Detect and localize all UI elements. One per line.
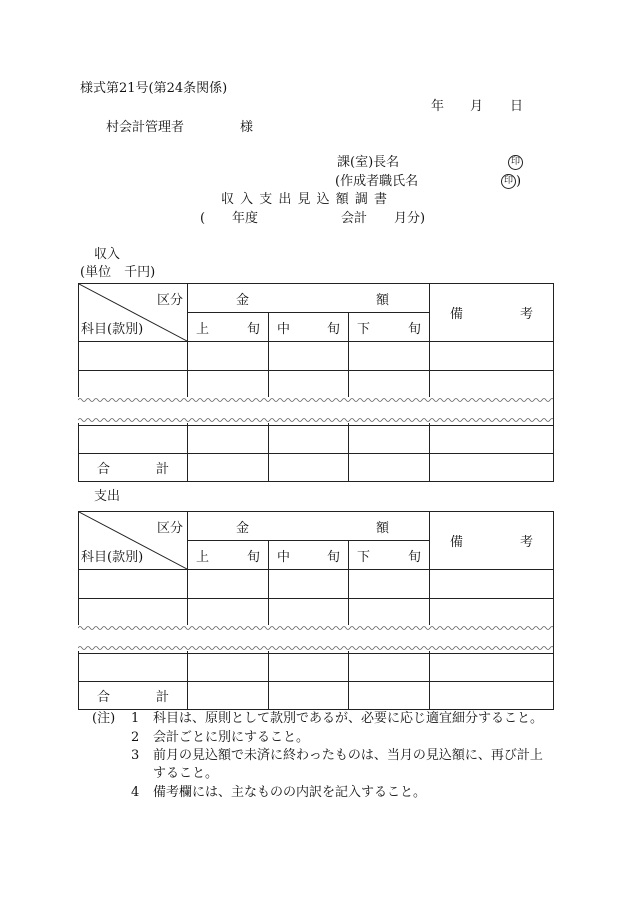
note-number: 2	[131, 730, 140, 745]
income-table	[78, 283, 554, 482]
period-early: 上 旬	[188, 541, 269, 570]
note-text: 備考欄には、主なものの内訳を記入すること。	[153, 785, 427, 800]
amount-header: 金 額	[188, 512, 430, 541]
division-label: 区分	[156, 293, 183, 308]
table-row	[79, 570, 554, 599]
note-number: 4	[131, 785, 140, 800]
remarks-header: 備 考	[430, 284, 554, 342]
total-label: 合 計	[79, 682, 188, 710]
note-number: 1	[131, 711, 140, 726]
header-diagonal-cell	[79, 284, 188, 342]
table-row	[79, 654, 554, 682]
seal-icon: 印	[508, 155, 523, 170]
note-number: 3	[131, 748, 140, 763]
section-chief-label: 課(室)長名	[337, 155, 400, 170]
total-row	[79, 454, 554, 482]
table-row	[79, 371, 554, 400]
total-row	[79, 682, 554, 710]
period-early: 上 旬	[188, 313, 269, 342]
note-text-continued: すること。	[153, 766, 219, 781]
addressee-name: 村会計管理者	[106, 120, 185, 135]
date-month: 月	[470, 99, 484, 114]
subject-label: 科目(款別)	[81, 550, 144, 565]
subtitle-year: 年度	[232, 211, 259, 226]
table-row	[79, 342, 554, 371]
note-text: 会計ごとに別にすること。	[153, 730, 310, 745]
expenditure-table	[78, 511, 554, 710]
preparer-label: (作成者職氏名	[335, 174, 419, 189]
preparer-close: )	[516, 174, 522, 189]
date-day: 日	[510, 99, 524, 114]
division-label: 区分	[156, 521, 183, 536]
document-title: 収 入 支 出 見 込 額 調 書	[221, 192, 389, 207]
unit-label: (単位 千円)	[80, 265, 156, 280]
table-break	[78, 397, 553, 423]
form-number: 様式第21号(第24条関係)	[80, 81, 228, 96]
note-text: 前月の見込額で未済に終わったものは、当月の見込額に、再び計上	[153, 748, 543, 763]
table-row	[79, 599, 554, 628]
date-year: 年	[431, 99, 445, 114]
total-label: 合 計	[79, 454, 188, 482]
remarks-header: 備 考	[430, 512, 554, 570]
subject-label: 科目(款別)	[81, 322, 144, 337]
addressee-honorific: 様	[240, 120, 254, 135]
header-diagonal-cell	[79, 512, 188, 570]
notes-label: (注)	[92, 711, 116, 726]
subtitle-open: (	[200, 211, 206, 226]
period-mid: 中 旬	[269, 541, 349, 570]
expenditure-heading: 支出	[94, 489, 121, 504]
period-mid: 中 旬	[269, 313, 349, 342]
period-late: 下 旬	[349, 313, 430, 342]
income-heading: 収入	[94, 247, 121, 262]
period-late: 下 旬	[349, 541, 430, 570]
table-break	[78, 625, 553, 651]
amount-header: 金 額	[188, 284, 430, 313]
table-row	[79, 426, 554, 454]
subtitle-account: 会計	[341, 211, 368, 226]
note-text: 科目は、原則として款別であるが、必要に応じ適宜細分すること。	[153, 711, 544, 726]
subtitle-month: 月分)	[394, 211, 426, 226]
seal-icon: 印	[501, 174, 516, 189]
